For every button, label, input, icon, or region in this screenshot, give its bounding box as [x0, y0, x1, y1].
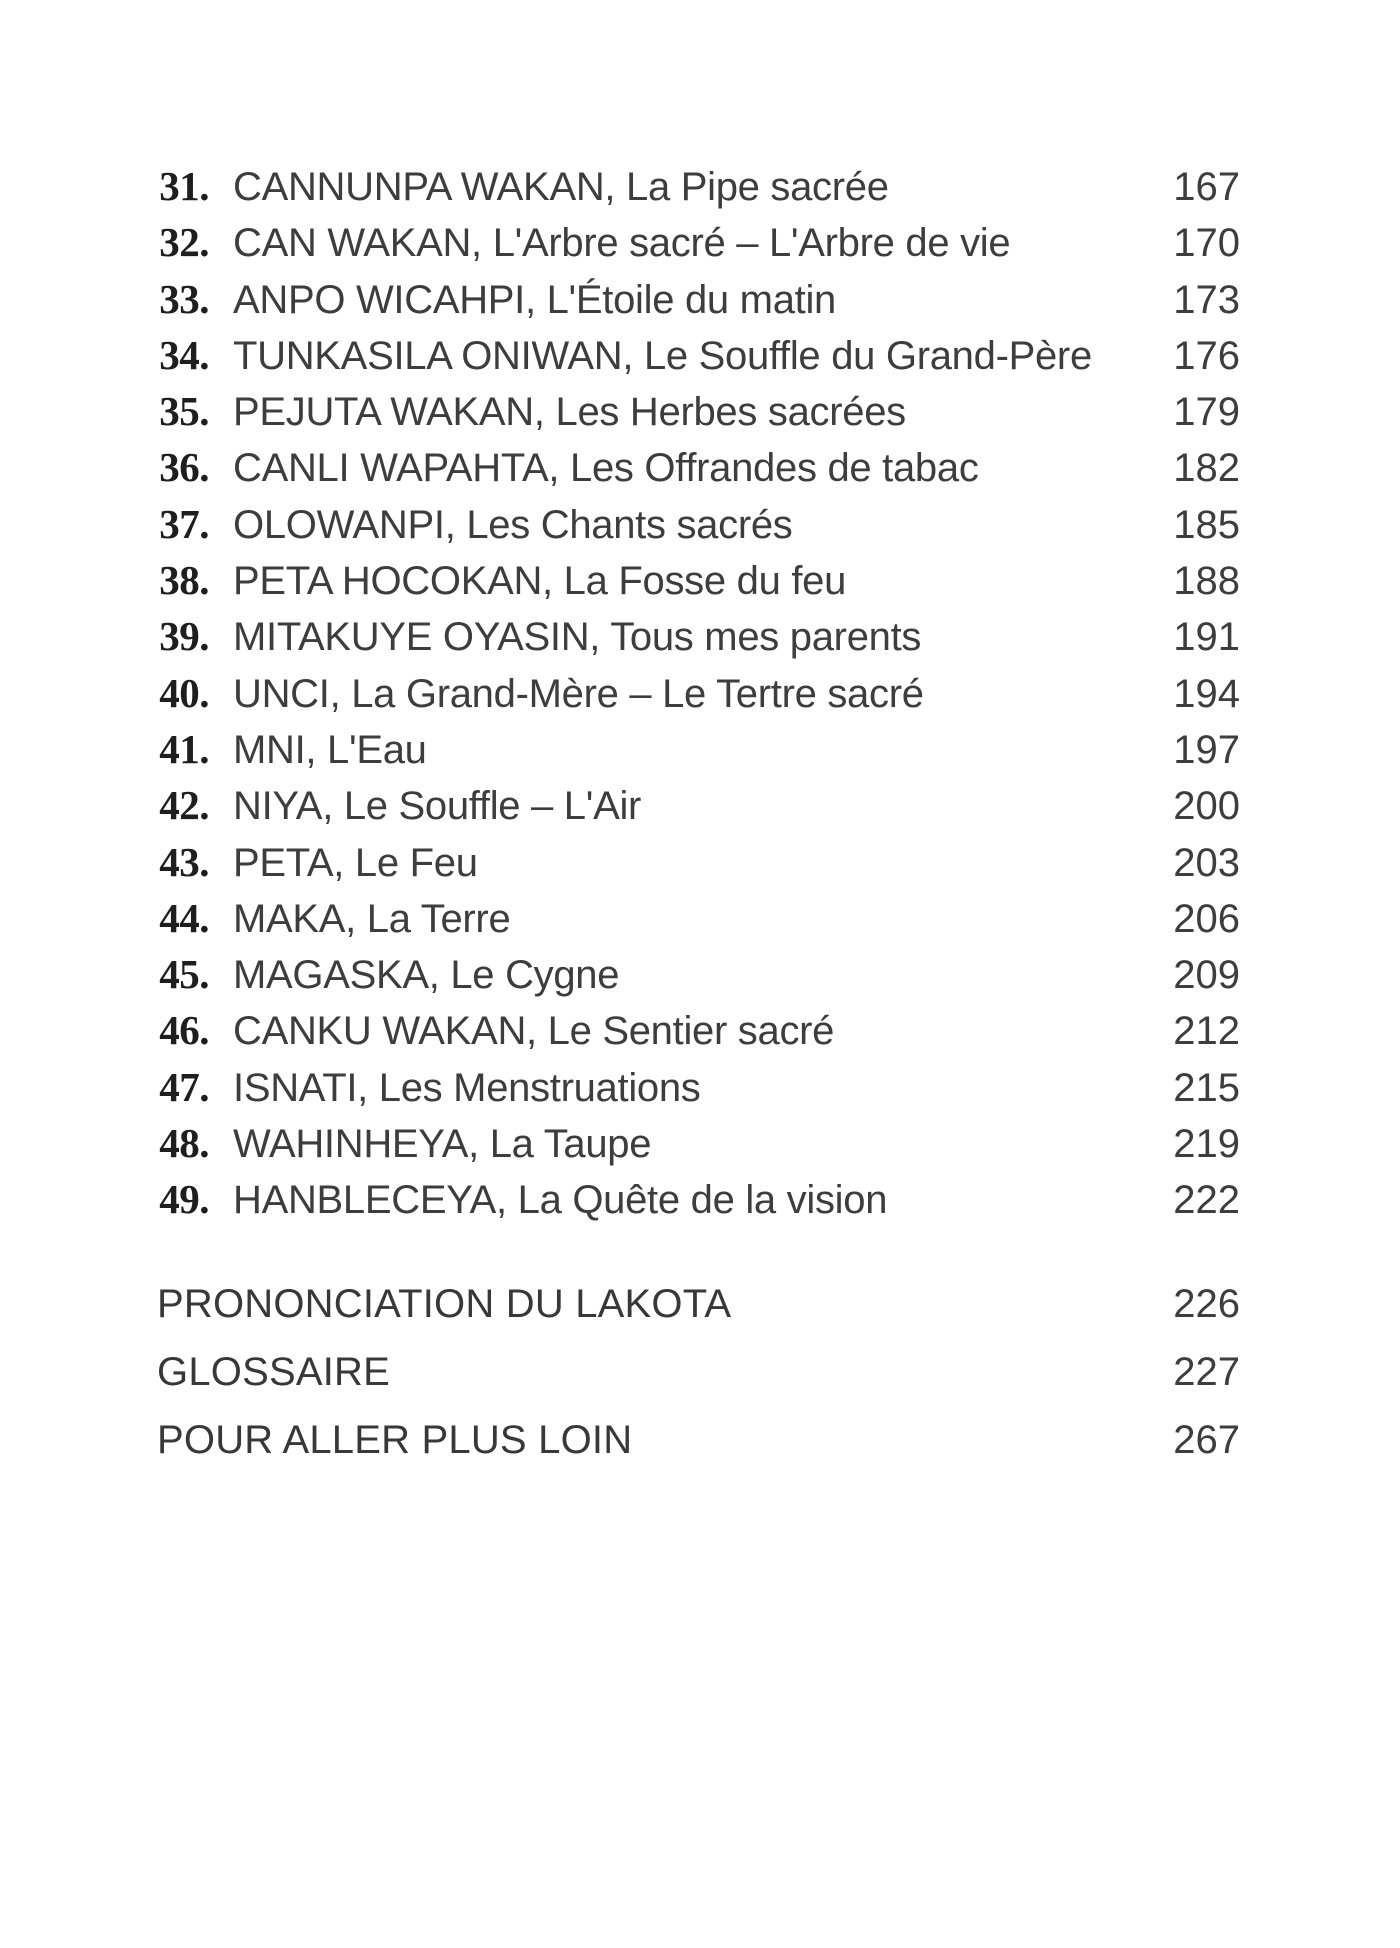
entry-title: MITAKUYE OYASIN, Tous mes parents: [233, 615, 922, 660]
toc-entry: [157, 496, 1240, 552]
entry-number: 47.: [159, 1063, 209, 1110]
toc-entry: [157, 214, 1240, 270]
entry-title: NIYA, Le Souffle – L'Air: [233, 784, 642, 829]
toc-entry: [157, 834, 1240, 890]
toc-entry: [157, 1059, 1240, 1115]
entry-page-number: 219: [1173, 1122, 1240, 1167]
entry-title: MAKA, La Terre: [233, 896, 511, 941]
entry-page-number: 191: [1173, 615, 1240, 660]
entry-page-number: 200: [1173, 784, 1240, 829]
toc-entry: [157, 439, 1240, 495]
entry-title: CANNUNPA WAKAN, La Pipe sacrée: [233, 165, 889, 209]
entry-number: 33.: [159, 275, 209, 322]
entry-page-number: 167: [1173, 165, 1240, 209]
entry-title: MAGASKA, Le Cygne: [233, 953, 620, 998]
entry-page-number: 222: [1173, 1178, 1240, 1223]
toc-entry: [157, 946, 1240, 1002]
entry-title: PETA, Le Feu: [233, 840, 478, 885]
entry-number: 41.: [159, 725, 209, 772]
entry-number: 49.: [159, 1176, 209, 1223]
entry-title: PEJUTA WAKAN, Les Herbes sacrées: [233, 390, 906, 435]
toc-entry: [157, 608, 1240, 664]
entry-number: 42.: [159, 782, 209, 829]
section-title: PRONONCIATION DU LAKOTA: [157, 1281, 732, 1326]
entry-number: 44.: [159, 894, 209, 941]
toc-entry: [157, 383, 1240, 439]
entry-number: 34.: [159, 331, 209, 378]
entry-page-number: 170: [1173, 221, 1240, 266]
entry-number: 45.: [159, 951, 209, 998]
section-page-number: 267: [1173, 1417, 1240, 1462]
entry-number: 39.: [159, 613, 209, 660]
toc-entry: [157, 1002, 1240, 1058]
toc-entry: [157, 665, 1240, 721]
entry-page-number: 206: [1173, 896, 1240, 941]
toc-entry: [157, 890, 1240, 946]
entry-page-number: 176: [1173, 333, 1240, 378]
entry-title: PETA HOCOKAN, La Fosse du feu: [233, 559, 847, 604]
entry-number: 32.: [159, 219, 209, 266]
section-page-number: 226: [1173, 1281, 1240, 1326]
section-title: GLOSSAIRE: [157, 1349, 390, 1394]
entry-number: 38.: [159, 557, 209, 604]
section-title: POUR ALLER PLUS LOIN: [157, 1417, 633, 1462]
entry-page-number: 173: [1173, 277, 1240, 322]
entry-page-number: 203: [1173, 840, 1240, 885]
entry-title: CANKU WAKAN, Le Sentier sacré: [233, 1009, 835, 1054]
entry-title: HANBLECEYA, La Quête de la vision: [233, 1178, 888, 1223]
section-page-number: 227: [1173, 1349, 1240, 1394]
toc-entry: [157, 552, 1240, 608]
entry-title: CAN WAKAN, L'Arbre sacré – L'Arbre de vie: [233, 221, 1011, 266]
entry-number: 40.: [159, 669, 209, 716]
toc-section: [157, 1406, 1240, 1474]
entry-number: 48.: [159, 1120, 209, 1167]
entry-number: 35.: [159, 388, 209, 435]
entry-title: CANLI WAPAHTA, Les Offrandes de tabac: [233, 446, 979, 491]
toc-entry: [157, 271, 1240, 327]
toc-section: [157, 1270, 1240, 1338]
toc-entry: [157, 1115, 1240, 1171]
toc-entry: [157, 1171, 1240, 1227]
entry-title: MNI, L'Eau: [233, 727, 427, 772]
entry-title: TUNKASILA ONIWAN, Le Souffle du Grand-Père: [233, 333, 1092, 378]
entry-number: 37.: [159, 500, 209, 547]
entry-page-number: 185: [1173, 502, 1240, 547]
toc-section: [157, 1338, 1240, 1406]
entry-number: 36.: [159, 444, 209, 491]
entry-title: WAHINHEYA, La Taupe: [233, 1122, 652, 1167]
toc-section-list: [157, 1270, 1240, 1474]
entry-page-number: 188: [1173, 559, 1240, 604]
entry-page-number: 182: [1173, 446, 1240, 491]
entry-title: UNCI, La Grand-Mère – Le Tertre sacré: [233, 671, 924, 716]
toc-entry: [157, 327, 1240, 383]
entry-page-number: 212: [1173, 1009, 1240, 1054]
entry-page-number: 215: [1173, 1065, 1240, 1110]
toc-entry: [157, 721, 1240, 777]
entry-page-number: 194: [1173, 671, 1240, 716]
entry-page-number: 209: [1173, 953, 1240, 998]
entry-page-number: 197: [1173, 727, 1240, 772]
entry-title: OLOWANPI, Les Chants sacrés: [233, 502, 793, 547]
entry-number: 43.: [159, 838, 209, 885]
toc-entry-list: [157, 158, 1240, 1228]
toc-entry: [157, 158, 1240, 214]
entry-number: 31.: [159, 163, 209, 209]
entry-title: ISNATI, Les Menstruations: [233, 1065, 701, 1110]
entry-title: ANPO WICAHPI, L'Étoile du matin: [233, 277, 836, 322]
table-of-contents: [157, 158, 1240, 1474]
toc-entry: [157, 777, 1240, 833]
entry-number: 46.: [159, 1007, 209, 1054]
entry-page-number: 179: [1173, 390, 1240, 435]
